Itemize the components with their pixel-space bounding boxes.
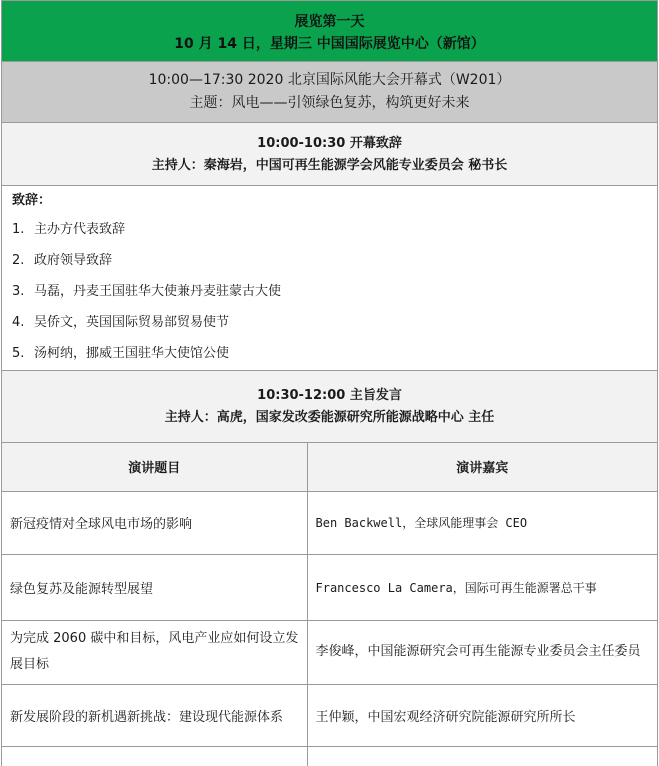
speaker-cell: Ben Backwell，全球风能理事会 CEO (307, 491, 657, 554)
speaker-cell: Francesco La Camera，国际可再生能源署总干事 (307, 554, 657, 620)
column-header-speaker: 演讲嘉宾 (307, 443, 657, 491)
list-item (12, 313, 657, 333)
list-item (12, 251, 657, 271)
agenda-document (1, 0, 658, 766)
table-header-row (2, 443, 657, 491)
ceremony-time: 10:00—17:30 2020 北京国际风能大会开幕式（W201） (148, 72, 511, 88)
list-item (12, 282, 657, 302)
day-subtitle: 10 月 14 日，星期三 中国国际展览中心（新馆） (174, 36, 485, 52)
table-row-partial (2, 746, 657, 766)
session-keynote-time: 10:30-12:00 主旨发言 (257, 388, 402, 403)
session-opening-host: 主持人：秦海岩，中国可再生能源学会风能专业委员会 秘书长 (151, 158, 508, 173)
table-row (2, 491, 657, 554)
list-item-text: 主办方代表致辞 (34, 222, 126, 237)
topic-cell: 绿色复苏及能源转型展望 (2, 554, 307, 620)
list-item-text: 马磊，丹麦王国驻华大使兼丹麦驻蒙古大使 (34, 284, 282, 299)
list-item-number: 5. (12, 346, 25, 361)
list-item-number: 1. (12, 222, 25, 237)
speaker-cell: 王仲颖，中国宏观经济研究院能源研究所所长 (307, 684, 657, 746)
day-header (2, 0, 657, 62)
topic-cell-empty (2, 746, 307, 766)
column-header-topic: 演讲题目 (2, 443, 307, 491)
session-opening-time: 10:00-10:30 开幕致辞 (257, 136, 402, 151)
session-keynote-header (2, 371, 657, 443)
list-item-text: 政府领导致辞 (34, 253, 113, 268)
ceremony-header (2, 62, 657, 123)
table-row (2, 554, 657, 620)
topic-cell: 为完成 2060 碳中和目标，风电产业应如何设立发展目标 (2, 620, 307, 684)
table-row (2, 684, 657, 746)
speaker-cell: 李俊峰，中国能源研究会可再生能源专业委员会主任委员 (307, 620, 657, 684)
ceremony-theme: 主题：风电——引领绿色复苏，构筑更好未来 (189, 95, 470, 111)
list-item (12, 344, 657, 364)
list-item (12, 220, 657, 240)
speech-list (2, 186, 657, 371)
speech-label: 致辞： (12, 193, 52, 208)
topic-cell: 新冠疫情对全球风电市场的影响 (2, 491, 307, 554)
session-opening-header (2, 123, 657, 186)
list-item-text: 吴侨文，英国国际贸易部贸易使节 (34, 315, 230, 330)
topic-cell: 新发展阶段的新机遇新挑战：建设现代能源体系 (2, 684, 307, 746)
day-title: 展览第一天 (294, 14, 365, 30)
list-item-number: 2. (12, 253, 25, 268)
speaker-cell-empty (307, 746, 657, 766)
table-row (2, 620, 657, 684)
list-item-number: 4. (12, 315, 25, 330)
list-item-text: 汤柯纳，挪威王国驻华大使馆公使 (34, 346, 230, 361)
keynote-table (2, 443, 657, 766)
list-item-number: 3. (12, 284, 25, 299)
session-keynote-host: 主持人：高虎，国家发改委能源研究所能源战略中心 主任 (164, 410, 495, 425)
